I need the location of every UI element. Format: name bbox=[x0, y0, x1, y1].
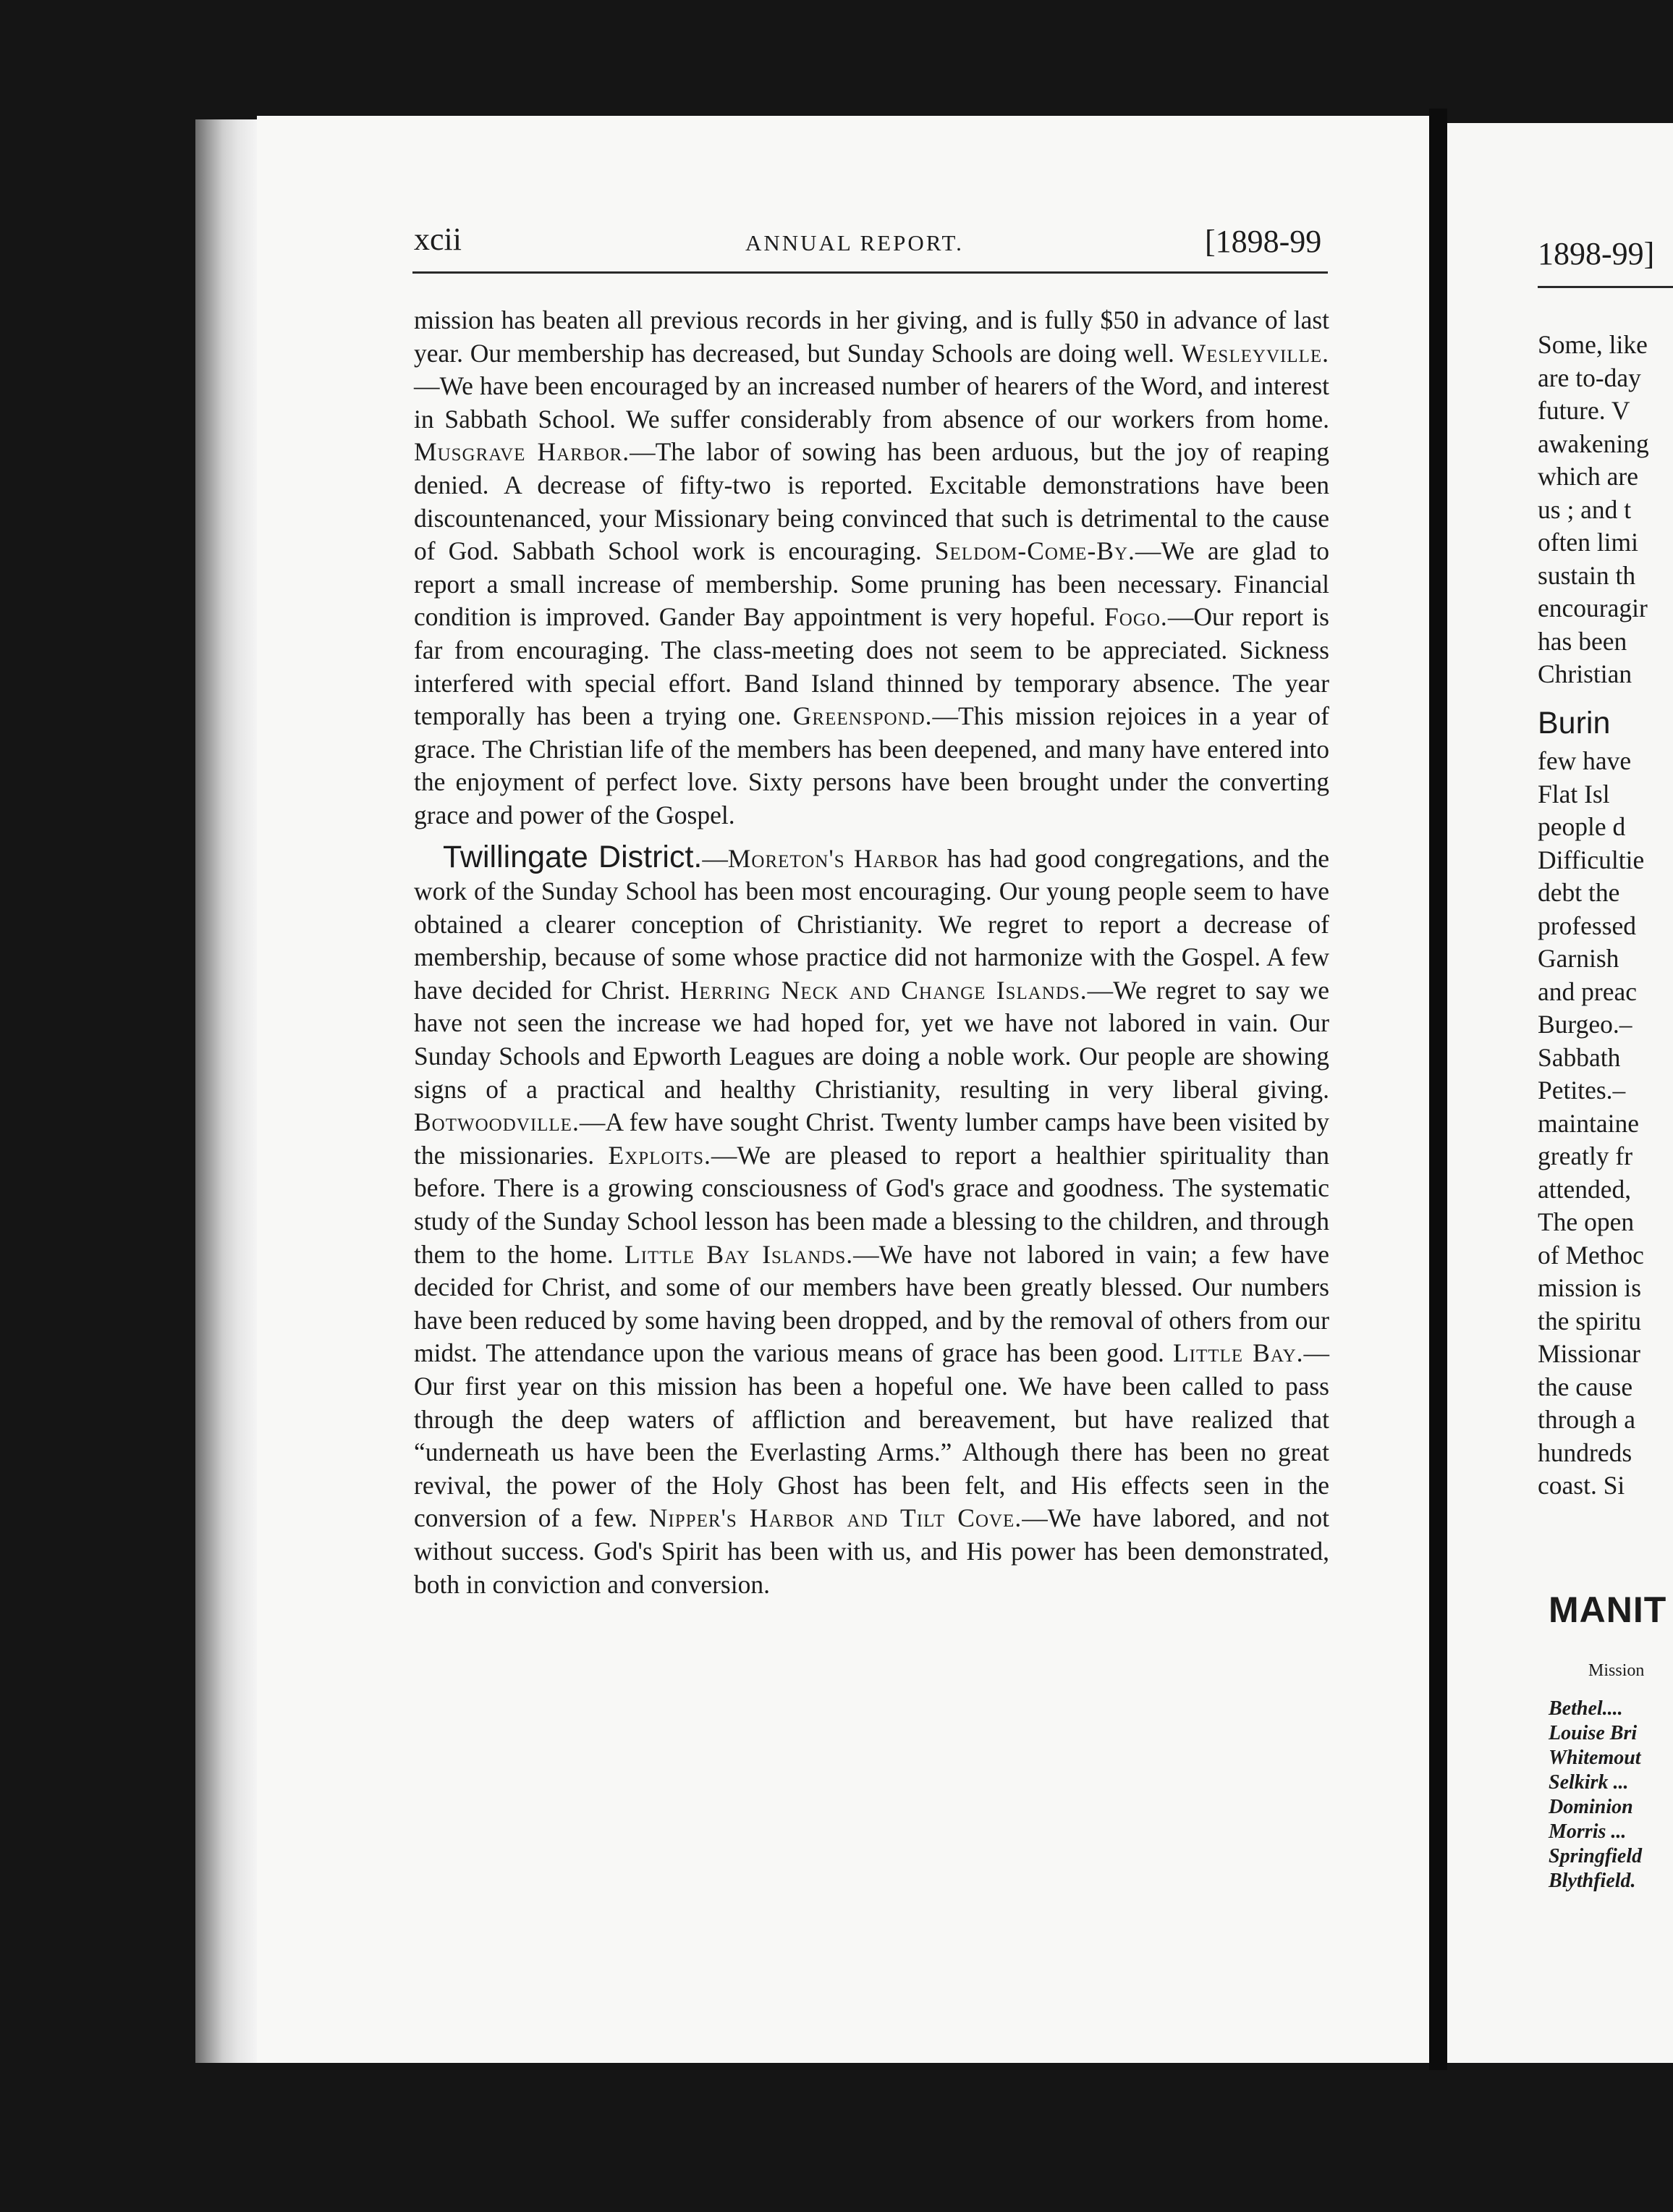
left-page-body bbox=[414, 304, 1329, 1601]
burin-district-heading: Burin bbox=[1538, 706, 1611, 740]
right-page-line: coast. Si bbox=[1538, 1471, 1625, 1500]
right-page-line: of Methoc bbox=[1538, 1240, 1644, 1270]
mission-entry: Whitemout bbox=[1549, 1747, 1641, 1769]
district-heading: Twillingate District. bbox=[443, 839, 703, 874]
mission-entry: Bethel.... bbox=[1549, 1697, 1623, 1720]
page-gutter bbox=[1429, 109, 1447, 2070]
mission-name: Little Bay. bbox=[1172, 1338, 1304, 1368]
mission-column-label: Mission bbox=[1588, 1661, 1645, 1680]
mission-entry: Blythfield. bbox=[1549, 1870, 1636, 1892]
mission-name: Exploits. bbox=[608, 1140, 711, 1170]
right-page-line: awakening bbox=[1538, 429, 1649, 458]
right-page-line: sustain th bbox=[1538, 560, 1636, 590]
right-page-line: maintaine bbox=[1538, 1108, 1639, 1138]
mission-name: Wesleyville. bbox=[1181, 338, 1329, 368]
mission-name: Musgrave Harbor. bbox=[414, 437, 630, 467]
right-page-line: Petites.– bbox=[1538, 1076, 1626, 1105]
paragraph-twillingate-district bbox=[414, 841, 1329, 1602]
right-page-line: The open bbox=[1538, 1207, 1635, 1236]
body-text: —We have labored, and not without success. God's Spirit has been with us, and His power has been demonstrated, both in conviction and conversion. bbox=[414, 1503, 1329, 1599]
body-text: — bbox=[702, 843, 728, 873]
body-text: —We have been encouraged by an increased number of hearers of the Word, and interest in Sabbath School. We suffer considerably from absence of our workers from home. bbox=[414, 371, 1329, 434]
right-page-line: attended, bbox=[1538, 1174, 1632, 1204]
running-year: [1898-99 bbox=[1205, 224, 1322, 259]
right-page-line: has been bbox=[1538, 626, 1627, 656]
right-page-line: the spiritu bbox=[1538, 1306, 1641, 1335]
right-page-line: hundreds bbox=[1538, 1438, 1632, 1467]
right-page-line: Missionar bbox=[1538, 1339, 1640, 1368]
right-page-line: often limi bbox=[1538, 528, 1639, 557]
manitoba-heading: MANIT bbox=[1549, 1590, 1667, 1630]
right-page-line: the cause bbox=[1538, 1372, 1633, 1401]
right-page-line: and preac bbox=[1538, 976, 1637, 1006]
mission-entry: Dominion bbox=[1549, 1796, 1633, 1818]
right-page-line: encouragir bbox=[1538, 594, 1648, 622]
mission-name: Moreton's Harbor bbox=[727, 843, 939, 873]
page-folio: xcii bbox=[414, 221, 462, 257]
right-page-line: us ; and t bbox=[1538, 494, 1632, 524]
body-text: —Our first year on this mission has been a hopeful one. We have been called to pass through the deep waters of affliction and bereavement, but have realized that “underneath us have been the Everlasting Arms.” Although there has been no great revival, the power of the Holy Ghost has been felt, and His effects seen in the conversion of a few. bbox=[414, 1338, 1330, 1533]
right-page-line: people d bbox=[1538, 812, 1626, 841]
right-page-line: professed bbox=[1538, 911, 1637, 940]
mission-name: Greenspond. bbox=[792, 701, 933, 731]
mission-name: Botwoodville. bbox=[414, 1107, 580, 1137]
body-text: —Our report is far from encouraging. The class-meeting does not seem to be appreciated. Sickness interfered with special effort. Band Island thinned by temporary absence. The year temporally has been a trying one. bbox=[414, 602, 1329, 731]
mission-entry: Morris ... bbox=[1549, 1820, 1627, 1843]
mission-name: Herring Neck and Change Islands. bbox=[679, 975, 1088, 1005]
mission-name: Seldom-Come-By. bbox=[934, 536, 1135, 566]
mission-name: Little Bay Islands. bbox=[624, 1239, 854, 1269]
right-page-line: Difficultie bbox=[1538, 845, 1645, 874]
mission-entry: Louise Bri bbox=[1549, 1722, 1638, 1744]
right-page-line: through a bbox=[1538, 1405, 1636, 1434]
book-spine-edge bbox=[195, 119, 257, 2063]
body-text: —The labor of sowing has been arduous, but the joy of reaping denied. A decrease of fifty-two is reported. Excitable demonstrations have been discountenanced, your Missionary being convinced that such is detrimental to the cause of God. Sabbath School work is encouraging. bbox=[414, 437, 1329, 566]
right-page-line: which are bbox=[1538, 462, 1638, 491]
right-page-line: future. V bbox=[1538, 396, 1630, 425]
right-header-rule bbox=[1538, 286, 1673, 288]
body-text: —We are glad to report a small increase of membership. Some pruning has been necessary. Financial condition is improved. Gander Bay appointment is very hopeful. bbox=[414, 536, 1329, 632]
mission-name: Nipper's Harbor and Tilt Cove. bbox=[648, 1503, 1022, 1533]
mission-entry: Selkirk ... bbox=[1549, 1771, 1629, 1794]
mission-entry: Springfield bbox=[1549, 1845, 1643, 1867]
body-text: —A few have sought Christ. Twenty lumber camps have been visited by the missionaries. bbox=[414, 1107, 1329, 1170]
right-page-line: debt the bbox=[1538, 878, 1620, 907]
right-page-line: Christian bbox=[1538, 659, 1632, 688]
header-rule bbox=[412, 271, 1328, 274]
body-text: —We have not labored in vain; a few have decided for Christ, and some of our members have been greatly blessed. Our numbers have been reduced by some having been dropped, and by the removal of others from our midst. The attendance upon the various means of grace has been good. bbox=[414, 1239, 1329, 1368]
right-page-line: Sabbath bbox=[1538, 1042, 1621, 1072]
right-page-line: Garnish bbox=[1538, 944, 1619, 973]
body-text: has had good congregations, and the work of the Sunday School has been most encouraging. Our young people seem to have obtained a clearer conception of Christianity. We regret to report a decrease of membership, because of some whose practice did not harmonize with the Gospel. A few have decided for Christ. bbox=[414, 843, 1329, 1005]
right-page-line: are to-day bbox=[1538, 363, 1641, 392]
paragraph-bonavista-district bbox=[414, 304, 1329, 832]
body-text: —We regret to say we have not seen the increase we had hoped for, yet we have not labored in vain. Our Sunday Schools and Epworth Leagues are doing a noble work. Our people are showing signs of a practical and healthy Christianity, resulting in very liberal giving. bbox=[414, 975, 1329, 1104]
right-page-line: mission is bbox=[1538, 1273, 1642, 1302]
right-page-line: few have bbox=[1538, 746, 1632, 775]
right-page-line: Flat Isl bbox=[1538, 779, 1610, 809]
right-page-line: Burgeo.– bbox=[1538, 1010, 1632, 1039]
body-text: —We are pleased to report a healthier spirituality than before. There is a growing consciousness of God's grace and goodness. The systematic study of the Sunday School lesson has been made a blessing to the children, and through them to the home. bbox=[414, 1140, 1329, 1269]
right-page-line: greatly fr bbox=[1538, 1141, 1633, 1170]
body-text: —This mission rejoices in a year of grace. The Christian life of the members has been deepened, and many have entered into the enjoyment of perfect love. Sixty persons have been brought under the converting grace and power of the Gospel. bbox=[414, 701, 1329, 830]
right-page-line: Some, like bbox=[1538, 330, 1648, 359]
body-text: mission has beaten all previous records in her giving, and is fully $50 in advance of last year. Our membership has decreased, but Sunday Schools are doing well. bbox=[414, 305, 1329, 368]
running-title: ANNUAL REPORT. bbox=[745, 230, 964, 256]
right-running-year: 1898-99] bbox=[1538, 236, 1655, 271]
mission-name: Fogo. bbox=[1104, 602, 1168, 632]
